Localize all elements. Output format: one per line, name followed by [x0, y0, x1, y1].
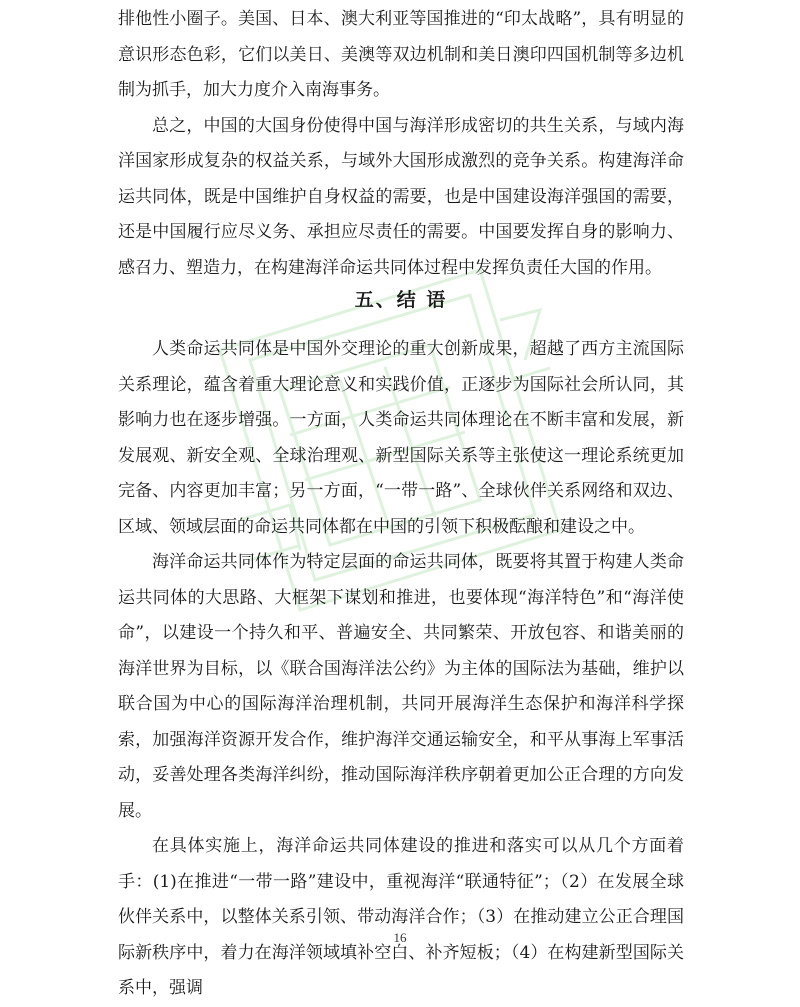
page-number: 16 [393, 930, 407, 945]
paragraph-block-bottom [118, 332, 684, 1007]
paragraph-block-top [118, 2, 684, 286]
paragraph-4: 海洋命运共同体作为特定层面的命运共同体，既要将其置于构建人类命运共同体的大思路、大框架下谋划和推进，也要体现“海洋特色”和“海洋使命”，以建设一个持久和平、普遍安全、共同繁荣、开放包容、和谐美丽的海洋世界为目标，以《联合国海洋法公约》为主体的国际法为基础，维护以联合国为中心的国际海洋治理机制，共同开展海洋生态保护和海洋科学探索，加强海洋资源开发合作，维护海洋交通运输安全，和平从事海上军事活动，妥善处理各类海洋纠纷，推动国际海洋秩序朝着更加公正合理的方向发展。 [118, 552, 684, 821]
paragraph-1: 排他性小圈子。美国、日本、澳大利亚等国推进的“印太战略”，具有明显的意识形态色彩，它们以美日、美澳等双边机制和美日澳印四国机制等多边机制为抓手，加大力度介入南海事务。 [118, 9, 684, 100]
paragraph-2: 总之，中国的大国身份使得中国与海洋形成密切的共生关系，与域内海洋国家形成复杂的权益关系，与域外大国形成激烈的竞争关系。构建海洋命运共同体，既是中国维护自身权益的需要，也是中国建设海洋强国的需要，还是中国履行应尽义务、承担应尽责任的需要。中国要发挥自身的影响力、感召力、塑造力，在构建海洋命运共同体过程中发挥负责任大国的作用。 [118, 115, 684, 278]
paragraph-5: 在具体实施上，海洋命运共同体建设的推进和落实可以从几个方面着手：(1)在推进“一带一路”建设中，重视海洋“联通特征”；（2）在发展全球伙伴关系中，以整体关系引领、带动海洋合作；（3）在推动建立公正合理国际新秩序中，着力在海洋领域填补空白、补齐短板；（4）在构建新型国际关系中，强调 [118, 836, 684, 998]
section-heading: 五、结 语 [354, 289, 448, 311]
paragraph-3: 人类命运共同体是中国外交理论的重大创新成果，超越了西方主流国际关系理论，蕴含着重大理论意义和实践价值，正逐步为国际社会所认同，其影响力也在逐步增强。一方面，人类命运共同体理论在不断丰富和发展，新发展观、新安全观、全球治理观、新型国际关系等主张使这一理论系统更加完备、内容更加丰富；另一方面，“一带一路”、全球伙伴关系网络和双边、区域、领域层面的命运共同体都在中国的引领下积极酝酿和建设之中。 [118, 339, 684, 537]
